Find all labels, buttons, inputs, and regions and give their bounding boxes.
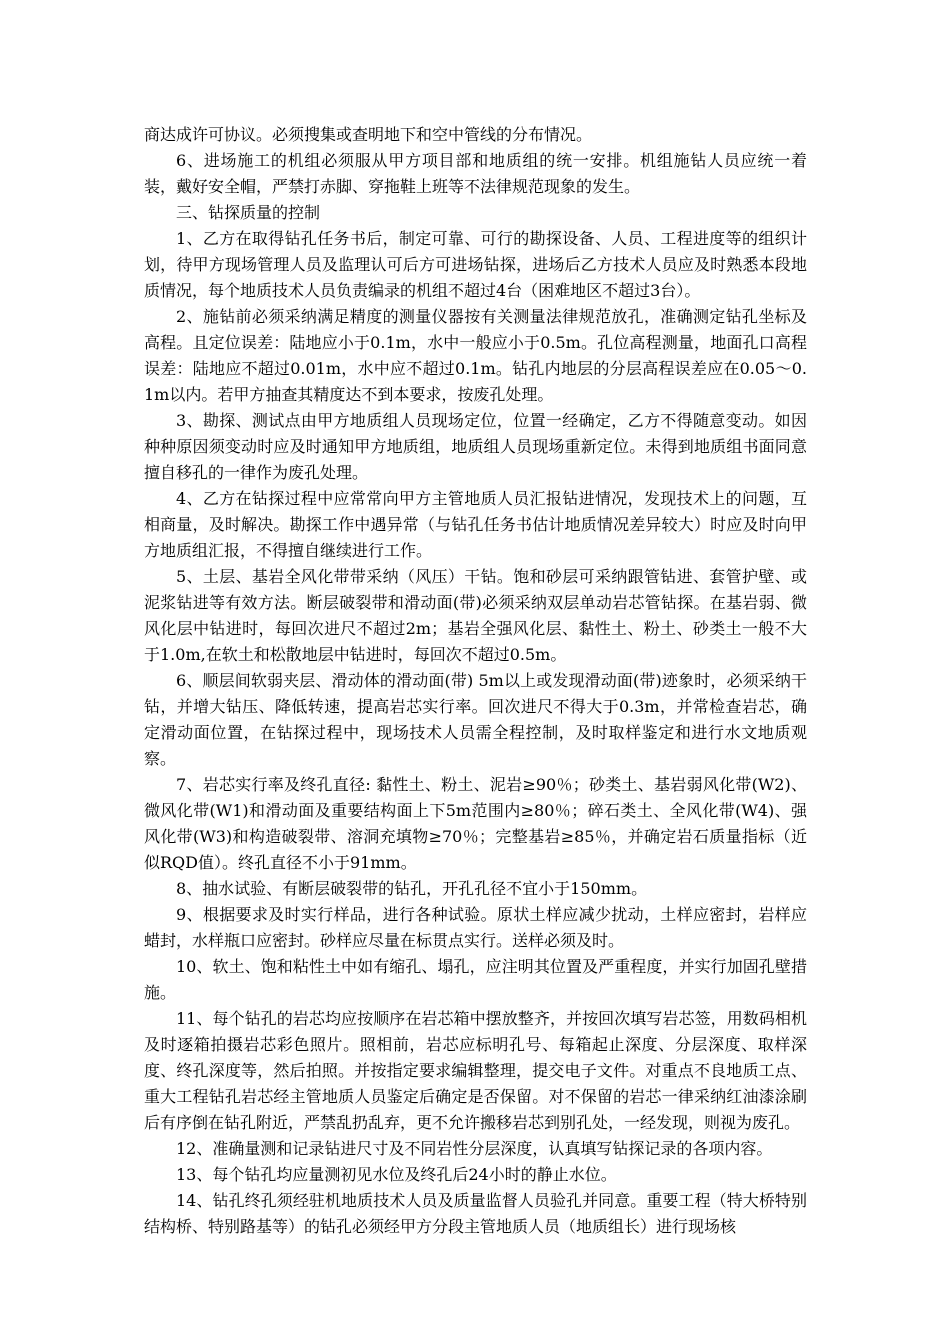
paragraph-item-14: 14、钻孔终孔须经驻机地质技术人员及质量监督人员验孔并同意。重要工程（特大桥特别结构桥、特别路基等）的钻孔必须经甲方分段主管地质人员（地质组长）进行现场核 (144, 1191, 807, 1236)
paragraph-item-3: 3、勘探、测试点由甲方地质组人员现场定位，位置一经确定，乙方不得随意变动。如因种种原因须变动时应及时通知甲方地质组，地质组人员现场重新定位。未得到地质组书面同意擅自移孔的一律作为废孔处理。 (144, 411, 807, 482)
paragraph-item-10: 10、软土、饱和粘性土中如有缩孔、塌孔，应注明其位置及严重程度，并实行加固孔壁措施。 (144, 957, 807, 1002)
paragraph-item-4: 4、乙方在钻探过程中应常常向甲方主管地质人员汇报钻进情况，发现技术上的问题，互相商量，及时解决。勘探工作中遇异常（与钻孔任务书估计地质情况差异较大）时应及时向甲方地质组汇报，不得擅自继续进行工作。 (144, 489, 807, 560)
paragraph-item-5: 5、土层、基岩全风化带带采纳（风压）干钻。饱和砂层可采纳跟管钻进、套管护壁、或泥浆钻进等有效方法。断层破裂带和滑动面(带)必须采纳双层单动岩芯管钻探。在基岩弱、微风化层中钻进时，每回次进尺不超过2m；基岩全强风化层、黏性土、粉土、砂类土一般不大于1.0m,在软土和松散地层中钻进时，每回次不超过0.5m。 (144, 567, 807, 664)
paragraph-item-11: 11、每个钻孔的岩芯均应按顺序在岩芯箱中摆放整齐，并按回次填写岩芯签，用数码相机及时逐箱拍摄岩芯彩色照片。照相前，岩芯应标明孔号、每箱起止深度、分层深度、取样深度、终孔深度等，然后拍照。并按指定要求编辑整理，提交电子文件。对重点不良地质工点、重大工程钻孔岩芯经主管地质人员鉴定后确定是否保留。对不保留的岩芯一律采纳红油漆涂刷后有序倒在钻孔附近，严禁乱扔乱弃，更不允许搬移岩芯到别孔处，一经发现，则视为废孔。 (144, 1009, 807, 1132)
paragraph-item-7: 7、岩芯实行率及终孔直径: 黏性土、粉土、泥岩≥90％；砂类土、基岩弱风化带(W2)、微风化带(W1)和滑动面及重要结构面上下5m范围内≥80％；碎石类土、全风化带(W4)、强风化带(W3)和构造破裂带、溶洞充填物≥70％；完整基岩≥85％，并确定岩石质量指标（近似RQD值）。终孔直径不小于91mm。 (144, 775, 807, 872)
paragraph-item-9: 9、根据要求及时实行样品，进行各种试验。原状土样应减少扰动，土样应密封，岩样应蜡封，水样瓶口应密封。砂样应尽量在标贯点实行。送样必须及时。 (144, 905, 807, 950)
paragraph-item-1: 1、乙方在取得钻孔任务书后，制定可靠、可行的勘探设备、人员、工程进度等的组织计划，待甲方现场管理人员及监理认可后方可进场钻探，进场后乙方技术人员应及时熟悉本段地质情况，每个地质技术人员负责编录的机组不超过4台（困难地区不超过3台）。 (144, 229, 807, 300)
paragraph-item-12: 12、准确量测和记录钻进尺寸及不同岩性分层深度，认真填写钻探记录的各项内容。 (176, 1139, 773, 1158)
paragraph-item-6: 6、顺层间软弱夹层、滑动体的滑动面(带) 5m以上或发现滑动面(带)迹象时，必须采纳干钻，并增大钻压、降低转速，提高岩芯实行率。回次进尺不得大于0.3m，并常检查岩芯，确定滑动面位置，在钻探过程中，现场技术人员需全程控制，及时取样鉴定和进行水文地质观察。 (144, 671, 807, 768)
paragraph-item-8: 8、抽水试验、有断层破裂带的钻孔，开孔孔径不宜小于150mm。 (176, 879, 648, 898)
paragraph-item-6-site-entry: 6、进场施工的机组必须服从甲方项目部和地质组的统一安排。机组施钻人员应统一着装，戴好安全帽，严禁打赤脚、穿拖鞋上班等不法律规范现象的发生。 (144, 151, 807, 196)
document-body (144, 122, 807, 1240)
paragraph-item-2: 2、施钻前必须采纳满足精度的测量仪器按有关测量法律规范放孔，准确测定钻孔坐标及高程。且定位误差：陆地应小于0.1m，水中一般应小于0.5m。孔位高程测量，地面孔口高程误差：陆地应不超过0.01m，水中应不超过0.1m。钻孔内地层的分层高程误差应在0.05～0.1m以内。若甲方抽查其精度达不到本要求，按废孔处理。 (144, 307, 807, 404)
section-heading-drilling-quality: 三、钻探质量的控制 (176, 203, 321, 222)
paragraph-item-13: 13、每个钻孔均应量测初见水位及终孔后24小时的静止水位。 (176, 1165, 617, 1184)
paragraph-continuation: 商达成许可协议。必须搜集或查明地下和空中管线的分布情况。 (144, 125, 593, 144)
